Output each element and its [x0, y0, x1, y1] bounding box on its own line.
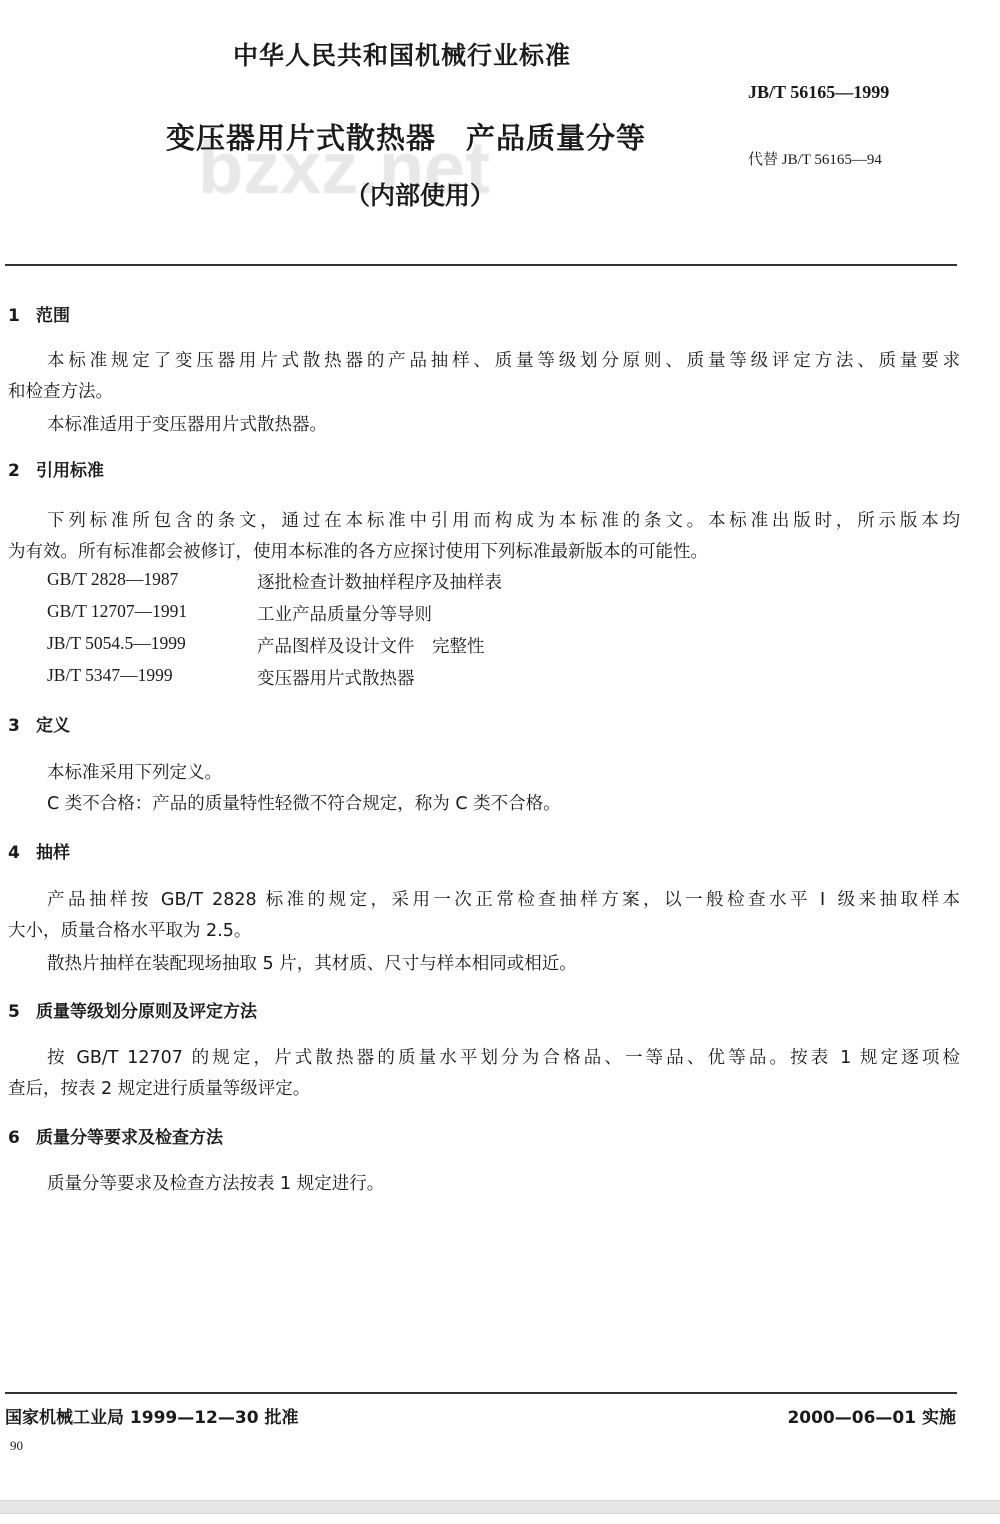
paragraph-line: 查后，按表 2 规定进行质量等级评定。	[8, 1079, 311, 1099]
footer-rule	[5, 1392, 957, 1394]
org-title: 中华人民共和国机械行业标准	[233, 41, 572, 70]
reference-title: 逐批检查计数抽样程序及抽样表	[257, 573, 502, 593]
reference-code: GB/T 12707—1991	[47, 601, 188, 621]
reference-title: 变压器用片式散热器	[257, 669, 415, 689]
section-heading: 6 质量分等要求及检查方法	[8, 1128, 223, 1148]
section-heading: 2 引用标准	[8, 461, 104, 481]
page-number: 90	[10, 1438, 23, 1453]
document-title: 变压器用片式散热器 产品质量分等	[166, 121, 647, 155]
paragraph-line: 散热片抽样在装配现场抽取 5 片，其材质、尺寸与样本相同或相近。	[47, 954, 577, 974]
header-rule	[5, 264, 957, 266]
effective-date: 2000—06—01 实施	[787, 1408, 956, 1428]
usage-note: （内部使用）	[345, 181, 496, 210]
approval-line: 国家机械工业局 1999—12—30 批准	[5, 1408, 299, 1428]
section-heading: 1 范围	[8, 306, 70, 326]
section-heading: 3 定义	[8, 716, 70, 736]
paragraph-line: 大小，质量合格水平取为 2.5。	[8, 921, 252, 941]
paragraph-line: 本标准适用于变压器用片式散热器。	[47, 415, 327, 435]
paragraph-line: 和检查方法。	[8, 382, 113, 402]
reference-code: GB/T 2828—1987	[47, 569, 179, 589]
reference-code: JB/T 5054.5—1999	[47, 633, 186, 653]
reference-title: 工业产品质量分等导则	[257, 605, 432, 625]
reference-code: JB/T 5347—1999	[47, 665, 173, 685]
standard-code: JB/T 56165—1999	[748, 82, 890, 102]
paragraph-line: 本标准采用下列定义。	[47, 763, 222, 783]
paragraph-line: 按 GB/T 12707 的规定，片式散热器的质量水平划分为合格品、一等品、优等品。按表 1 规定逐项检	[47, 1048, 960, 1068]
reference-title: 产品图样及设计文件 完整性	[257, 637, 485, 657]
paragraph-line: 质量分等要求及检查方法按表 1 规定进行。	[47, 1174, 385, 1194]
paragraph-line: 产品抽样按 GB/T 2828 标准的规定，采用一次正常检查抽样方案，以一般检查水平 Ⅰ 级来抽取样本	[47, 890, 960, 910]
paragraph-line: 本标准规定了变压器用片式散热器的产品抽样、质量等级划分原则、质量等级评定方法、质量要求	[47, 351, 960, 371]
paragraph-line: C 类不合格：产品的质量特性轻微不符合规定，称为 C 类不合格。	[47, 794, 561, 814]
paragraph-line: 下列标准所包含的条文，通过在本标准中引用而构成为本标准的条文。本标准出版时，所示版本均	[47, 511, 960, 531]
replaces-code: 代替 JB/T 56165—94	[748, 152, 882, 168]
section-heading: 5 质量等级划分原则及评定方法	[8, 1002, 257, 1022]
page-separator	[0, 1500, 1000, 1514]
section-heading: 4 抽样	[8, 843, 70, 863]
paragraph-line: 为有效。所有标准都会被修订，使用本标准的各方应探讨使用下列标准最新版本的可能性。	[8, 542, 708, 562]
